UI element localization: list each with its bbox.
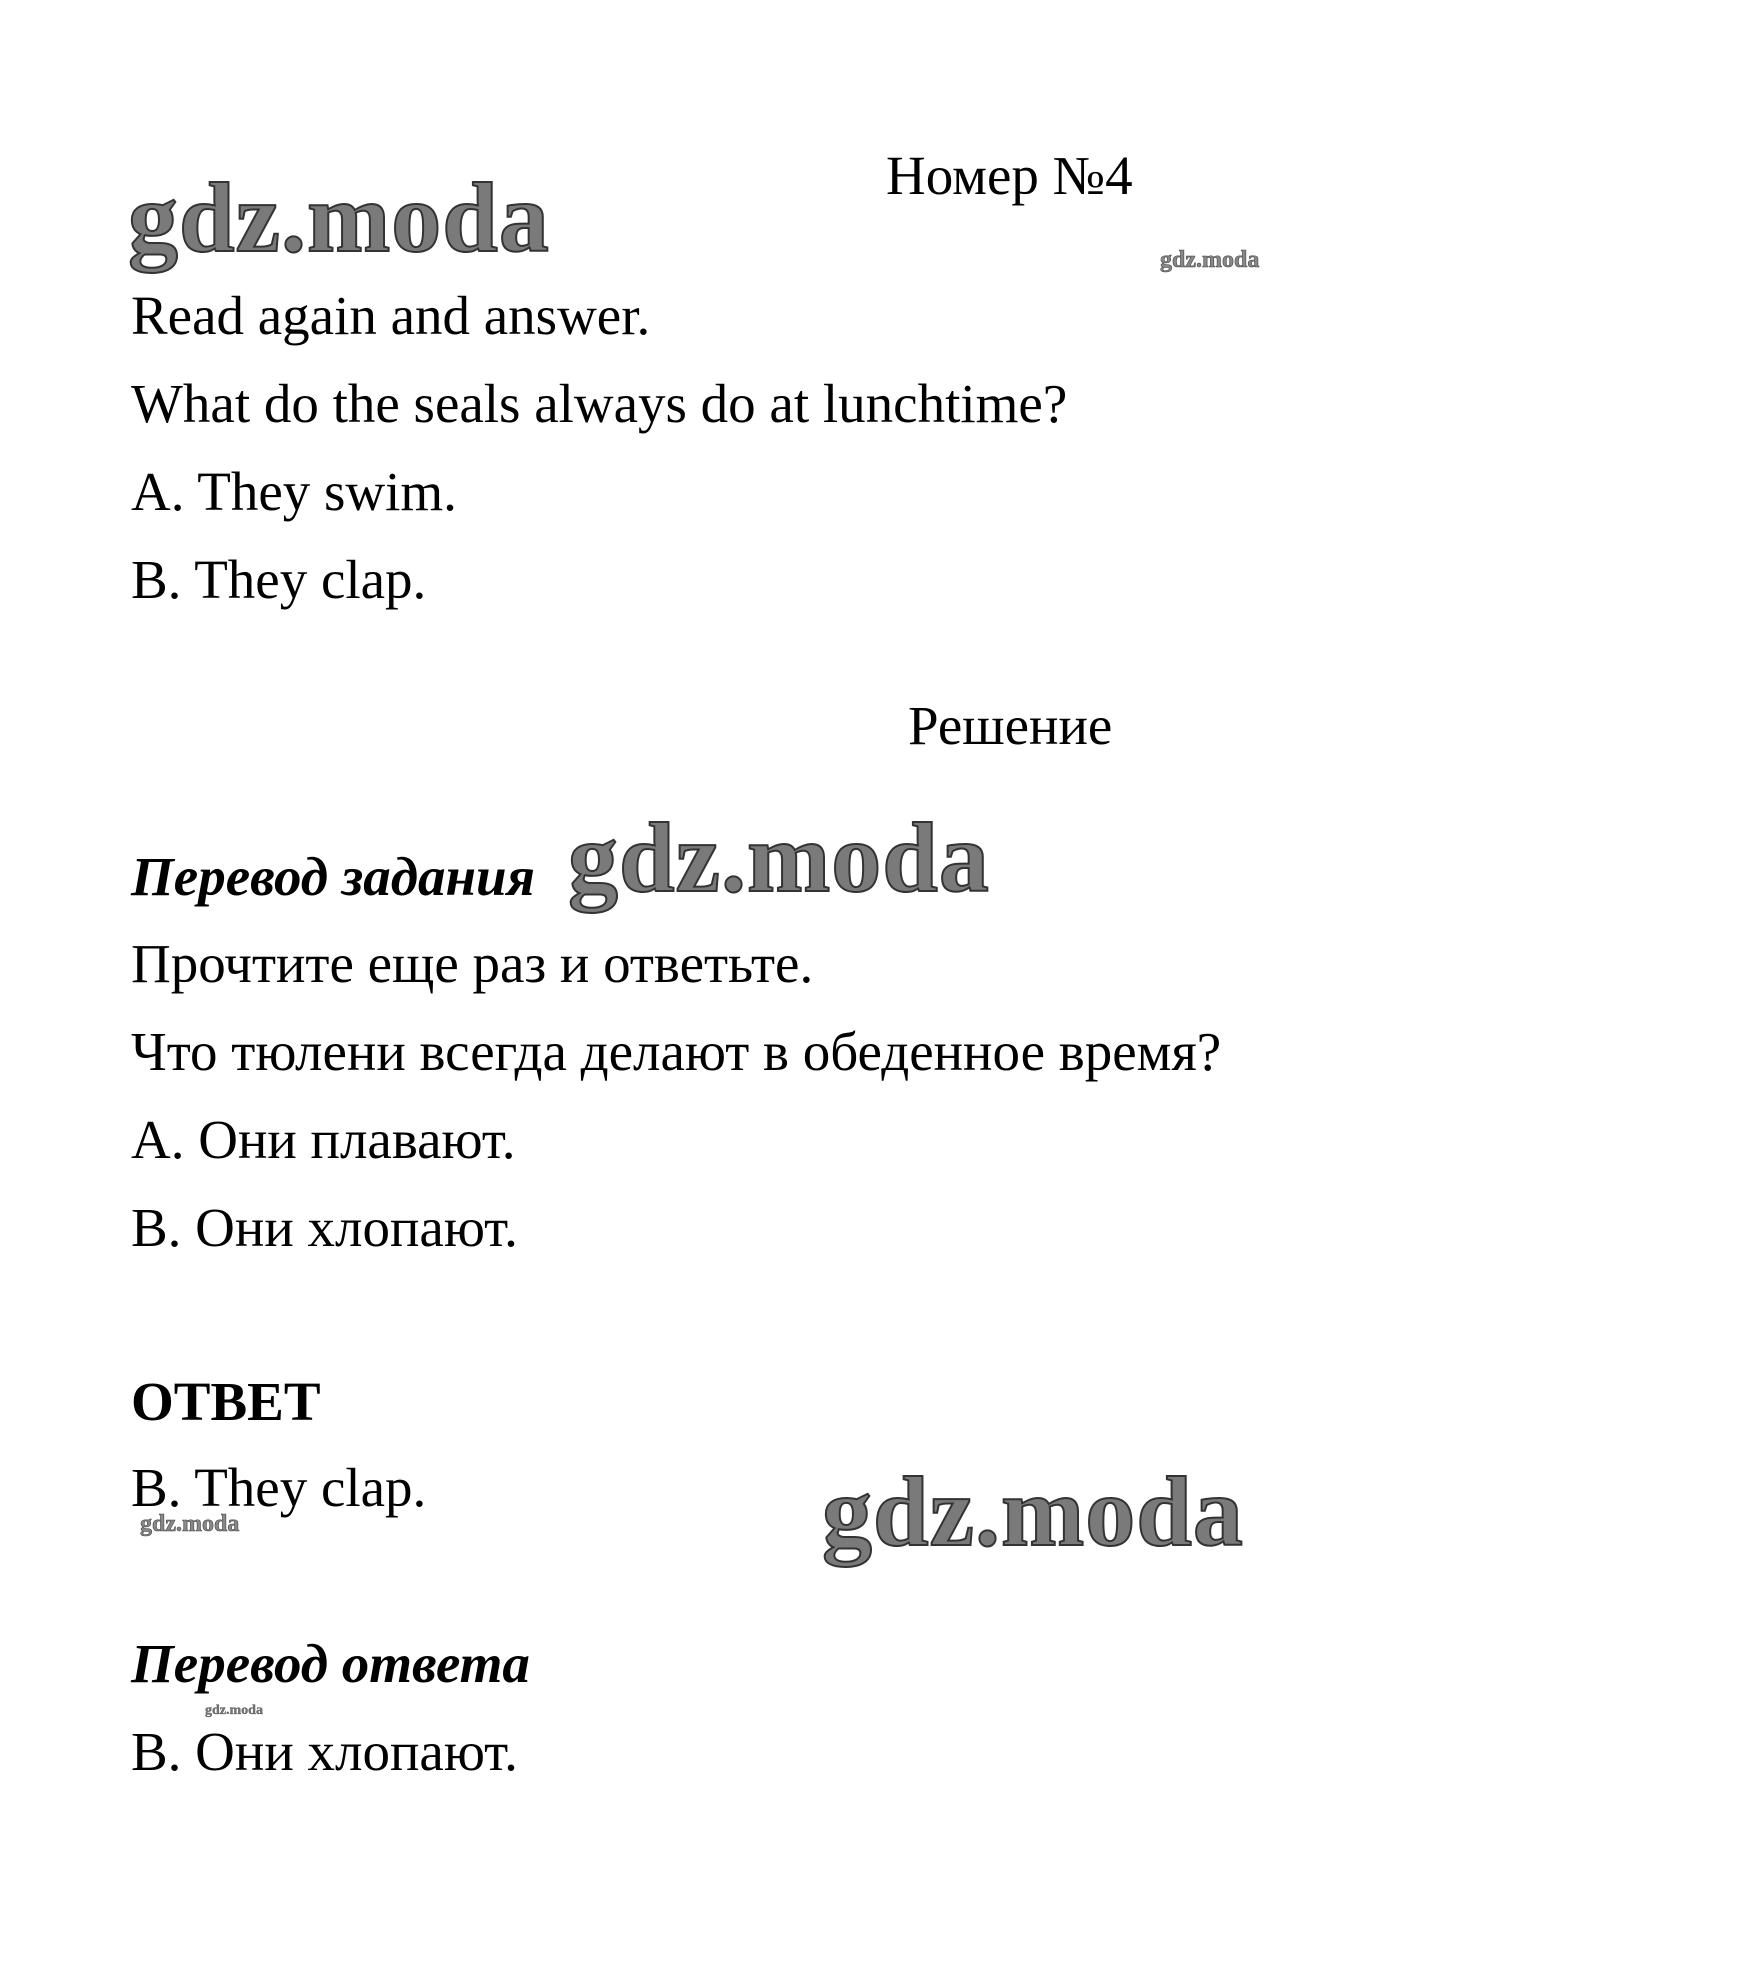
task-question: What do the seals always do at lunchtime? — [131, 373, 1068, 434]
answer-heading: ОТВЕТ — [131, 1371, 321, 1432]
task-instruction: Read again and answer. — [131, 285, 651, 346]
translation-heading: Перевод задания — [131, 846, 535, 907]
watermark-logo-small: gdz.moda — [140, 1511, 240, 1537]
translation-option-a: А. Они плавают. — [131, 1109, 516, 1170]
task-option-a: A. They swim. — [131, 461, 457, 522]
watermark-logo: gdz.moda — [568, 802, 990, 913]
watermark-logo-small: gdz.moda — [1160, 247, 1260, 273]
answer-translation-text: В. Они хлопают. — [131, 1721, 518, 1782]
answer-translation-heading: Перевод ответа — [131, 1633, 530, 1694]
task-option-b: B. They clap. — [131, 549, 427, 610]
answer-text: B. They clap. — [131, 1457, 427, 1518]
solution-heading: Решение — [908, 695, 1113, 756]
watermark-logo: gdz.moda — [128, 162, 550, 273]
exercise-number: Номер №4 — [886, 145, 1133, 206]
translation-instruction: Прочтите еще раз и ответьте. — [131, 933, 814, 994]
translation-option-b: В. Они хлопают. — [131, 1197, 518, 1258]
watermark-logo: gdz.moda — [822, 1456, 1244, 1567]
watermark-logo-tiny: gdz.moda — [205, 1703, 263, 1718]
translation-question: Что тюлени всегда делают в обеденное время? — [131, 1021, 1222, 1082]
